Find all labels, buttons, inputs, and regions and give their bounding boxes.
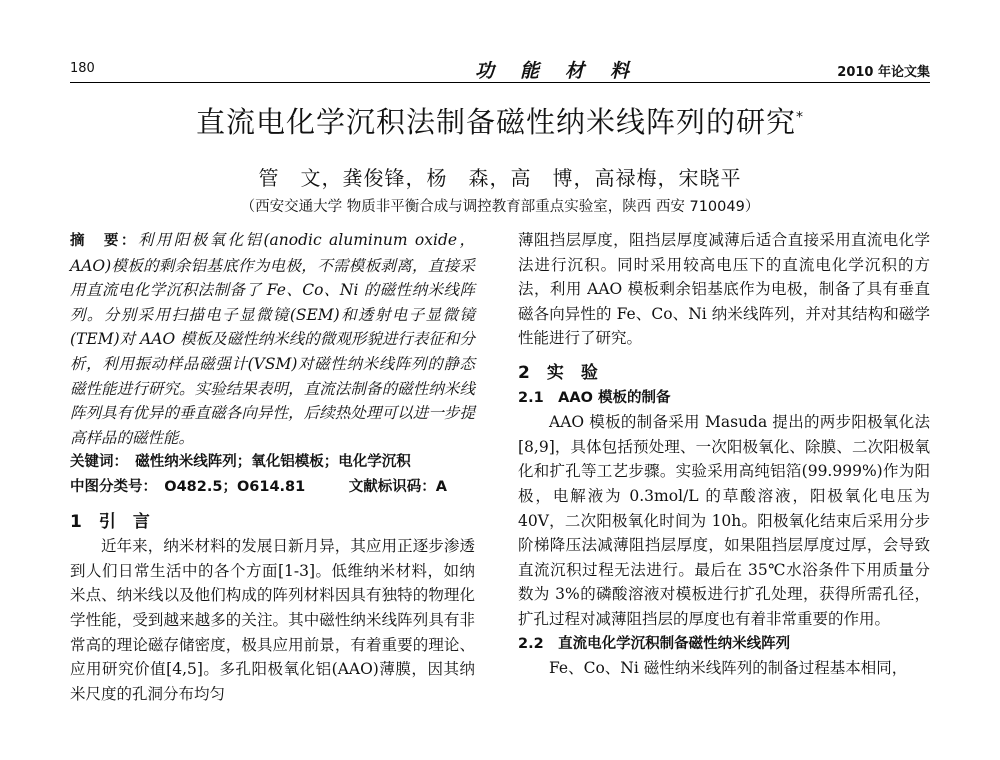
- right-column: [518, 228, 930, 681]
- journal-name: 功能材料: [475, 60, 656, 82]
- subsection-2-2-text: Fe、Co、Ni 磁性纳米线阵列的制备过程基本相同，: [549, 659, 908, 678]
- header-rule: [70, 82, 930, 83]
- left-column: [70, 228, 475, 706]
- running-header: [70, 58, 930, 80]
- subsection-2-2-heading: 2.2 直流电化学沉积制备磁性纳米线阵列: [518, 635, 791, 652]
- affiliation: （西安交通大学 物质非平衡合成与调控教育部重点实验室，陕西 西安 710049）: [240, 199, 760, 215]
- paper-title: 直流电化学沉积法制备磁性纳米线阵列的研究*: [195, 105, 804, 139]
- subsection-2-1-text: AAO 模板的制备采用 Masuda 提出的两步阳极氧化法[8,9]，具体包括预处理、一次阳极氧化、除膜、二次阳极氧化和扩孔等工艺步骤。实验采用高纯铝箔(99.999%)作为阳极，电解液为 0.3mol/L 的草酸溶液，阳极氧化电压为 40V，二次阳极氧化时间为 10h。阳极氧化结束后采用分步阶梯降压法减薄阻挡层厚度，如果阻挡层厚度过厚，会导致直流沉积过程无法进行。最后在 35℃水浴条件下用质量分数为 3%的磷酸溶液对模板进行扩孔处理，获得所需孔径，扩孔过程对减薄阻挡层的厚度也有着非常重要的作用。: [518, 413, 930, 628]
- section-2-heading: 2 实 验: [518, 362, 598, 383]
- abstract-text: 利用阳极氧化铝(anodic aluminum oxide，AAO)模板的剩余铝基底作为电极，不需模板剥离，直接采用直流电化学沉积法制备了 Fe、Co、Ni 的磁性纳米线阵列。分别采用扫描电子显微镜(SEM)和透射电子显微镜(TEM)对 AAO 模板及磁性纳米线的微观形貌进行表征和分析，利用振动样品磁强计(VSM)对磁性纳米线阵列的静态磁性能进行研究。实验结果表明，直流法制备的磁性纳米线阵列具有优异的垂直磁各向异性，后续热处理可以进一步提高样品的磁性能。: [70, 231, 475, 447]
- intro-paragraph: 近年来，纳米材料的发展日新月异，其应用正逐步渗透到人们日常生活中的各个方面[1-3]。低维纳米材料，如纳米点、纳米线以及他们构成的阵列材料因具有独特的物理化学性能，受到越来越多的关注。其中磁性纳米线阵列具有非常高的理论磁存储密度，极具应用前景，有着重要的理论、应用研究价值[4,5]。多孔阳极氧化铝(AAO)薄膜，因其纳米尺度的孔洞分布均匀: [70, 537, 475, 703]
- page-number: 180: [70, 61, 95, 76]
- year-label: 2010 年论文集: [837, 65, 930, 80]
- abstract: [70, 228, 475, 450]
- subsection-2-1-heading: 2.1 AAO 模板的制备: [518, 389, 671, 406]
- keywords: 关键词： 磁性纳米线阵列；氧化铝模板；电化学沉积: [70, 454, 411, 471]
- right-paragraph-1: 薄阻挡层厚度，阻挡层厚度减薄后适合直接采用直流电化学法进行沉积。同时采用较高电压下的直流电化学沉积的方法，利用 AAO 模板剩余铝基底作为电极，制备了具有垂直磁各向异性的 Fe、Co、Ni 纳米线阵列，并对其结构和磁学性能进行了研究。: [518, 231, 930, 348]
- abstract-label: 摘 要：: [70, 233, 138, 249]
- section-1-heading: 1 引 言: [70, 511, 150, 532]
- classification: 中图分类号： O482.5；O614.81 文献标识码：A: [70, 478, 447, 495]
- author-list: 管 文，龚俊锋，杨 森，高 博，高禄梅，宋晓平: [258, 166, 742, 190]
- title-footnote-mark: *: [796, 109, 804, 126]
